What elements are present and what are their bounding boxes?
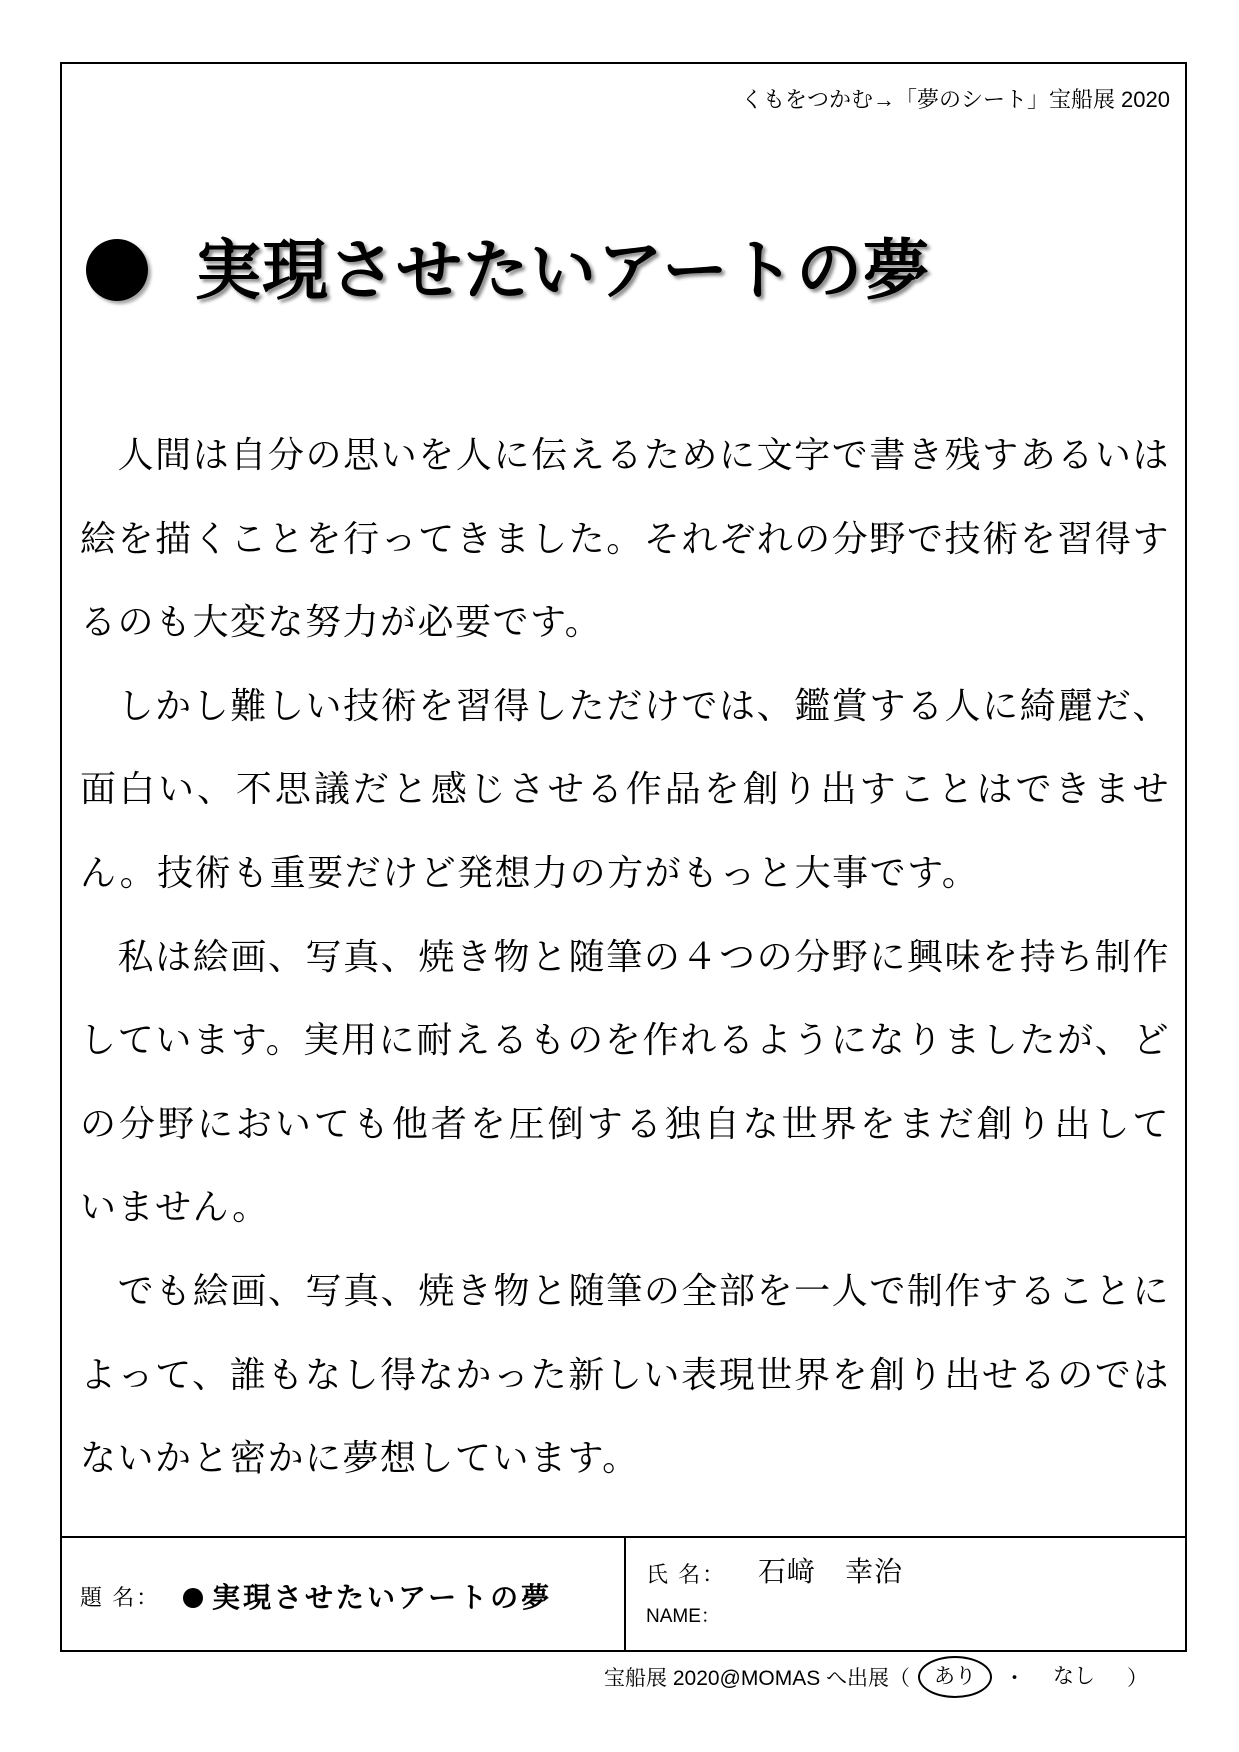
series-header: くもをつかむ→「夢のシート」宝船展 2020	[740, 87, 1170, 112]
page-title	[62, 230, 1185, 310]
paragraph	[80, 915, 1170, 1249]
paragraph	[80, 664, 1170, 915]
name-field	[626, 1538, 1185, 1650]
name-field-label-en: NAME：	[646, 1606, 720, 1627]
text-line: でも絵画、写真、焼き物と随筆の全部を一人で制作することに	[80, 1269, 1170, 1311]
bullet-icon	[183, 1588, 203, 1608]
text-line: よって、誰もなし得なかった新しい表現世界を創り出せるのでは	[80, 1353, 1170, 1395]
exhibit-choice-close: ）	[1127, 1667, 1149, 1690]
essay-body	[80, 413, 1170, 1500]
text-line: 私は絵画、写真、焼き物と随筆の４つの分野に興味を持ち制作	[80, 935, 1170, 977]
page-title-text: 実現させたいアートの夢	[195, 233, 931, 307]
exhibit-option-separator: ・	[1004, 1667, 1026, 1690]
text-line: 人間は自分の思いを人に伝えるために文字で書き残すあるいは	[80, 434, 1170, 475]
dream-sheet	[60, 62, 1187, 1652]
title-field-label: 題 名：	[80, 1585, 161, 1610]
text-line: ないかと密かに夢想しています。	[80, 1437, 640, 1479]
bullet-icon	[86, 239, 148, 301]
text-line: 面白い、不思議だと感じさせる作品を創り出すことはできませ	[80, 768, 1170, 810]
text-line: しかし難しい技術を習得しただけでは、鑑賞する人に綺麗だ、	[80, 684, 1170, 726]
text-line: しています。実用に耐えるものを作れるようになりましたが、ど	[80, 1019, 1170, 1061]
paragraph	[80, 1249, 1170, 1500]
text-line: いません。	[80, 1186, 270, 1228]
title-field	[62, 1538, 626, 1650]
exhibit-choice	[604, 1655, 1148, 1699]
name-field-label: 氏 名：	[646, 1562, 727, 1587]
text-line: の分野においても他者を圧倒する独自な世界をまだ創り出して	[80, 1102, 1170, 1144]
text-line: るのも大変な努力が必要です。	[80, 601, 603, 643]
paragraph	[80, 413, 1170, 664]
exhibit-choice-label: 宝船展 2020@MOMAS へ出展（	[604, 1667, 911, 1690]
exhibit-option-no[interactable]: なし	[1053, 1665, 1096, 1688]
exhibit-option-yes[interactable]: あり	[918, 1656, 992, 1698]
name-field-value: 石﨑 幸治	[758, 1556, 904, 1587]
text-line: 絵を描くことを行ってきました。それぞれの分野で技術を習得す	[80, 517, 1170, 559]
text-line: ん。技術も重要だけど発想力の方がもっと大事です。	[80, 851, 980, 893]
title-field-value: 実現させたいアートの夢	[212, 1582, 553, 1613]
entry-form	[62, 1536, 1185, 1650]
